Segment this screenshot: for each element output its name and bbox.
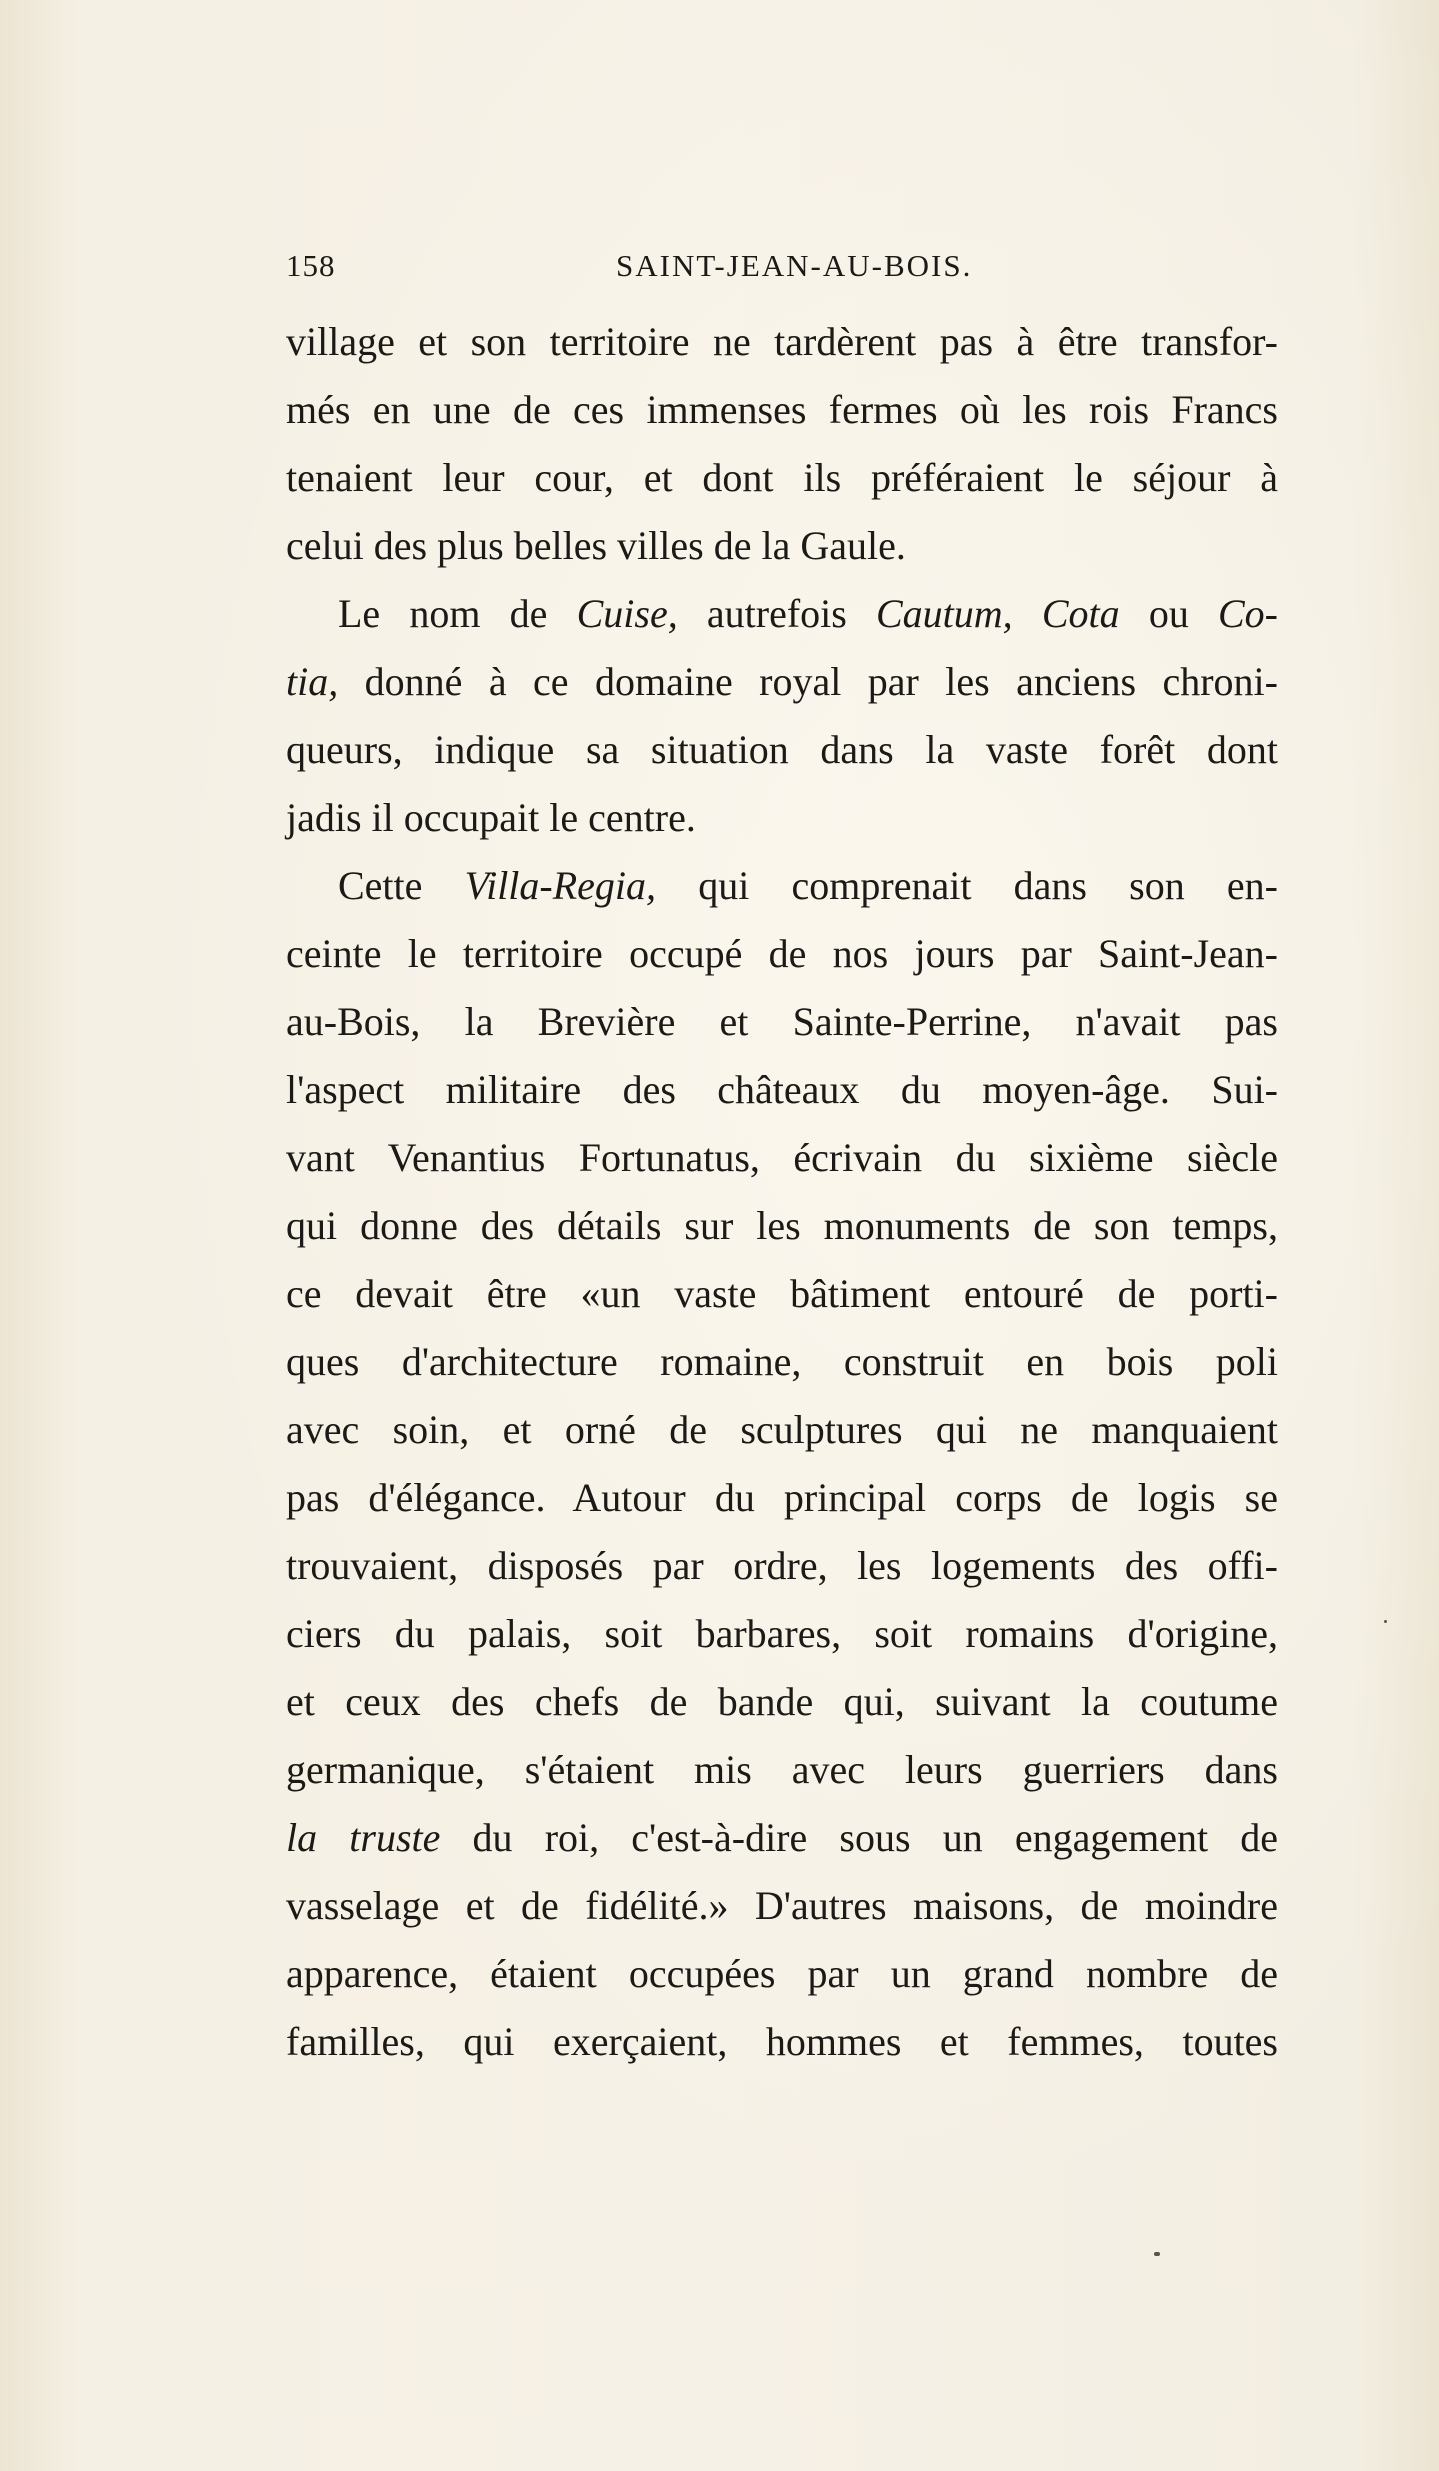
italic-text: Cautum, xyxy=(876,591,1013,636)
text-run: autrefois xyxy=(677,591,876,636)
text-line xyxy=(286,1804,1278,1872)
italic-text: la truste xyxy=(286,1815,441,1860)
text-line xyxy=(286,580,1278,648)
page-header xyxy=(286,248,1286,288)
italic-text: tia, xyxy=(286,659,339,704)
text-line: pas d'élégance. Autour du principal corps de logis se xyxy=(286,1475,1278,1520)
paper-speck xyxy=(1384,1620,1387,1623)
text-line: ceinte le territoire occupé de nos jours par Saint-Jean- xyxy=(286,931,1278,976)
italic-text: Cota xyxy=(1041,591,1120,636)
text-line: l'aspect militaire des châteaux du moyen-âge. Sui- xyxy=(286,1067,1278,1112)
text-line: més en une de ces immenses fermes où les rois Francs xyxy=(286,387,1278,432)
body-text xyxy=(286,308,1278,2144)
text-line: qui donne des détails sur les monuments de son temps, xyxy=(286,1203,1278,1248)
text-line: jadis il occupait le centre. xyxy=(286,795,696,840)
text-line: et ceux des chefs de bande qui, suivant la coutume xyxy=(286,1679,1278,1724)
text-line: celui des plus belles villes de la Gaule. xyxy=(286,523,906,568)
italic-text: Cuise, xyxy=(576,591,678,636)
text-run xyxy=(1013,591,1042,636)
text-line: tenaient leur cour, et dont ils préféraient le séjour à xyxy=(286,455,1278,500)
text-line: vasselage et de fidélité.» D'autres maisons, de moindre xyxy=(286,1883,1278,1928)
italic-text: Villa-Regia, xyxy=(464,863,657,908)
page-number: 158 xyxy=(286,248,336,283)
text-line xyxy=(286,648,1278,716)
text-run: donné à ce domaine royal par les anciens chroni- xyxy=(338,659,1278,704)
text-run: Le nom de xyxy=(338,591,577,636)
text-line xyxy=(286,852,1278,920)
text-line: vant Venantius Fortunatus, écrivain du sixième siècle xyxy=(286,1135,1278,1180)
text-line: germanique, s'étaient mis avec leurs guerriers dans xyxy=(286,1747,1278,1792)
running-title: SAINT-JEAN-AU-BOIS. xyxy=(616,248,973,283)
text-line: familles, qui exerçaient, hommes et femmes, toutes xyxy=(286,2019,1278,2064)
text-run: ou xyxy=(1119,591,1218,636)
text-line: avec soin, et orné de sculptures qui ne manquaient xyxy=(286,1407,1278,1452)
text-line: ce devait être «un vaste bâtiment entouré de porti- xyxy=(286,1271,1278,1316)
text-line: apparence, étaient occupées par un grand nombre de xyxy=(286,1951,1278,1996)
text-line: trouvaient, disposés par ordre, les logements des offi- xyxy=(286,1543,1278,1588)
text-run: du roi, c'est-à-dire sous un engagement de xyxy=(440,1815,1278,1860)
italic-text: Co- xyxy=(1218,591,1278,636)
text-line xyxy=(286,2076,1278,2144)
text-line: ciers du palais, soit barbares, soit romains d'origine, xyxy=(286,1611,1278,1656)
text-line: au-Bois, la Brevière et Sainte-Perrine, n'avait pas xyxy=(286,999,1278,1044)
text-line: queurs, indique sa situation dans la vaste forêt dont xyxy=(286,727,1278,772)
text-line: ques d'architecture romaine, construit en bois poli xyxy=(286,1339,1278,1384)
text-run: qui comprenait dans son en- xyxy=(656,863,1278,908)
text-line: village et son territoire ne tardèrent pas à être transfor- xyxy=(286,319,1278,364)
paper-speck xyxy=(1154,2252,1160,2256)
text-run: Cette xyxy=(338,863,465,908)
